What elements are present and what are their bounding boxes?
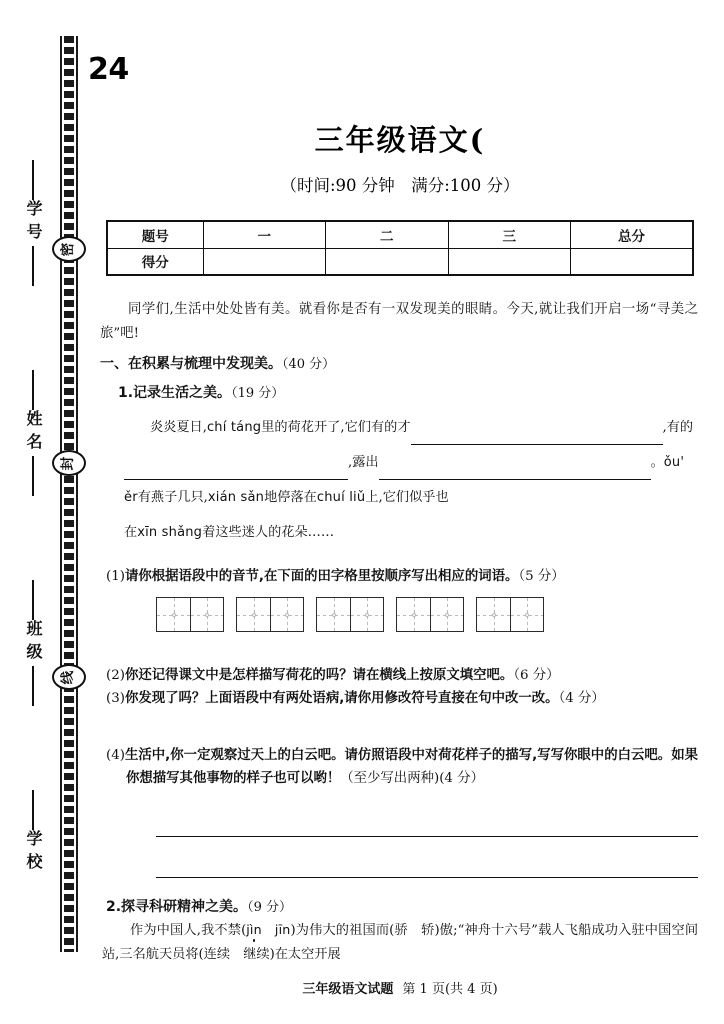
seal-stamp-char: 封 xyxy=(61,456,77,470)
seal-stamp-mi xyxy=(52,236,86,262)
table-row-header: 题号 xyxy=(107,221,203,248)
question-text: 请你根据语段中的音节,在下面的田字格里按顺序写出相应的词语。 xyxy=(124,569,519,584)
tianzige-cell[interactable] xyxy=(477,598,510,631)
tianzige-grid-row xyxy=(156,597,544,632)
tianzige-group[interactable] xyxy=(476,597,544,632)
answer-blank[interactable] xyxy=(411,428,579,445)
score-entry-cell[interactable] xyxy=(448,248,571,275)
item-1-title: 1.记录生活之美。 xyxy=(118,385,232,401)
question-number: (3) xyxy=(106,691,125,706)
passage-text: 炎炎夏日, xyxy=(150,420,207,435)
section-1-title: 一、在积累与梳理中发现美。 xyxy=(100,356,282,372)
seal-rule-left xyxy=(60,36,62,952)
tianzige-center-dot xyxy=(525,613,529,617)
item-2-passage xyxy=(102,918,698,967)
field-rule-top xyxy=(32,580,34,620)
tianzige-center-dot xyxy=(285,613,289,617)
tianzige-group[interactable] xyxy=(236,597,304,632)
pinyin-xinshang: xīn shǎng xyxy=(137,525,203,540)
question-points: （至少写出两种)(4 分） xyxy=(340,771,484,786)
seal-stamp-char: 线 xyxy=(61,670,77,684)
field-school xyxy=(16,790,50,876)
tianzige-center-dot xyxy=(252,613,256,617)
tianzige-cell[interactable] xyxy=(237,598,270,631)
table-cell: 三 xyxy=(448,221,571,248)
footer-exam-name: 三年级语文试题 xyxy=(302,982,394,997)
exam-time-score-line: （时间:90 分钟 满分:100 分） xyxy=(280,176,520,195)
item-1-heading xyxy=(118,382,284,402)
passage-text: 在 xyxy=(124,525,138,540)
tianzige-center-dot xyxy=(365,613,369,617)
field-rule-bottom xyxy=(32,666,34,706)
footer-page-number: 第 1 页(共 4 页) xyxy=(402,982,498,997)
score-entry-cell[interactable] xyxy=(571,248,694,275)
field-rule-top xyxy=(32,160,34,200)
tianzige-cell[interactable] xyxy=(157,598,190,631)
seal-dashed-line xyxy=(61,36,77,952)
tianzige-center-dot xyxy=(492,613,496,617)
seal-rule-right xyxy=(76,36,78,952)
pinyin-jin-fourth: jìn xyxy=(246,922,262,937)
question-text: 你还记得课文中是怎样描写荷花的吗？请在横线上按原文填空吧。 xyxy=(124,668,514,683)
tianzige-cell[interactable] xyxy=(430,598,463,631)
exam-sheet xyxy=(100,0,700,1024)
seal-stamp-char: 密 xyxy=(61,242,77,256)
field-student-number xyxy=(16,160,50,286)
question-points: （5 分） xyxy=(518,569,565,584)
field-rule-bottom xyxy=(32,246,34,286)
pinyin-chitang: chí táng xyxy=(206,420,262,435)
item-1-points: （19 分） xyxy=(231,386,285,401)
passage-text: 有燕子几只, xyxy=(137,490,208,505)
item-2-heading xyxy=(106,896,292,916)
question-number: (2) xyxy=(106,668,125,683)
field-label-text: 学校 xyxy=(24,830,43,876)
table-cell: 一 xyxy=(203,221,326,248)
pinyin-chuiliu: chuí liǔ xyxy=(316,490,366,505)
field-rule-top xyxy=(32,370,34,410)
intro-paragraph: 同学们,生活中处处皆有美。就看你是否有一双发现美的眼睛。今天,就让我们开启一场“寻美之旅”吧! xyxy=(100,302,698,341)
tianzige-cell[interactable] xyxy=(317,598,350,631)
tianzige-cell[interactable] xyxy=(190,598,223,631)
passage-text: 作为中国人,我不禁( xyxy=(130,923,247,938)
question-number: (4) xyxy=(106,748,125,763)
score-table xyxy=(106,220,694,276)
table-row xyxy=(107,248,693,275)
question-points: （4 分） xyxy=(558,691,605,706)
pinyin-ouer: ǒu' ěr xyxy=(124,455,685,505)
answer-line[interactable] xyxy=(156,836,698,837)
field-rule-top xyxy=(32,790,34,830)
pinyin-xiansan: xián sǎn xyxy=(207,490,265,505)
field-rule-bottom xyxy=(32,456,34,496)
page-title: 三年级语文( xyxy=(314,123,486,157)
tianzige-center-dot xyxy=(445,613,449,617)
field-student-name xyxy=(16,370,50,496)
item-2-points: （9 分） xyxy=(247,900,292,915)
passage-text: 里的荷花开了,它们有的才 xyxy=(261,420,411,435)
field-label-text: 姓名 xyxy=(24,410,43,456)
tianzige-center-dot xyxy=(172,613,176,617)
question-number: (1) xyxy=(106,569,125,584)
tianzige-center-dot xyxy=(205,613,209,617)
passage-text: )为伟大的祖国而(骄 轿)傲;“神舟十六号”载人飞船成功入驻中国空间站,三名航天员将(连续 继续)在太空开展 xyxy=(102,923,699,962)
tianzige-cell[interactable] xyxy=(510,598,543,631)
section-1-points: （40 分） xyxy=(282,357,336,372)
question-1 xyxy=(106,565,698,588)
passage-text: 着这些迷人的花朵…… xyxy=(202,525,335,540)
section-1-heading xyxy=(100,353,335,373)
tianzige-cell[interactable] xyxy=(350,598,383,631)
tianzige-cell[interactable] xyxy=(270,598,303,631)
tianzige-group[interactable] xyxy=(316,597,384,632)
table-cell: 二 xyxy=(326,221,449,248)
fill-in-passage xyxy=(124,410,696,550)
answer-blank[interactable] xyxy=(565,463,651,480)
field-label-text: 学号 xyxy=(24,200,43,246)
passage-text: 地停落在 xyxy=(264,490,317,505)
pinyin-jin-first: jīn xyxy=(274,922,291,937)
answer-blank[interactable] xyxy=(124,463,348,480)
answer-blank[interactable] xyxy=(379,463,565,480)
seal-stamp-xian xyxy=(52,664,86,690)
question-3 xyxy=(106,687,698,710)
answer-line[interactable] xyxy=(156,877,698,878)
page-footer xyxy=(100,978,700,997)
passage-text: ,露出 xyxy=(348,455,379,470)
field-class xyxy=(16,580,50,706)
table-row xyxy=(107,221,693,248)
passage-text: 。 xyxy=(650,455,664,470)
tianzige-cell[interactable] xyxy=(397,598,430,631)
tianzige-group[interactable] xyxy=(396,597,464,632)
score-entry-cell[interactable] xyxy=(326,248,449,275)
question-text: 生活中,你一定观察过天上的白云吧。请仿照语段中对荷花样子的描写,写写你眼中的白云吧。如果你想描写其他事物的样子也可以哟！ xyxy=(124,748,698,786)
passage-text: 上,它们似乎也 xyxy=(365,490,449,505)
field-label-text: 班级 xyxy=(24,620,43,666)
item-2-title: 2.探寻科研精神之美。 xyxy=(106,899,248,915)
answer-blank[interactable] xyxy=(579,428,663,445)
question-4 xyxy=(106,744,698,790)
question-points: （6 分） xyxy=(513,668,560,683)
table-row-header: 得分 xyxy=(107,248,203,275)
tianzige-group[interactable] xyxy=(156,597,224,632)
score-entry-cell[interactable] xyxy=(203,248,326,275)
question-text: 你发现了吗？上面语段中有两处语病,请你用修改符号直接在句中改一改。 xyxy=(124,691,559,706)
sealed-line-strip xyxy=(58,36,80,952)
tianzige-center-dot xyxy=(332,613,336,617)
tianzige-center-dot xyxy=(412,613,416,617)
corner-page-number: 24 xyxy=(88,52,129,87)
passage-text: ,有的 xyxy=(662,420,694,435)
seal-stamp-feng xyxy=(52,450,86,476)
question-2 xyxy=(106,664,698,687)
table-cell: 总分 xyxy=(571,221,694,248)
